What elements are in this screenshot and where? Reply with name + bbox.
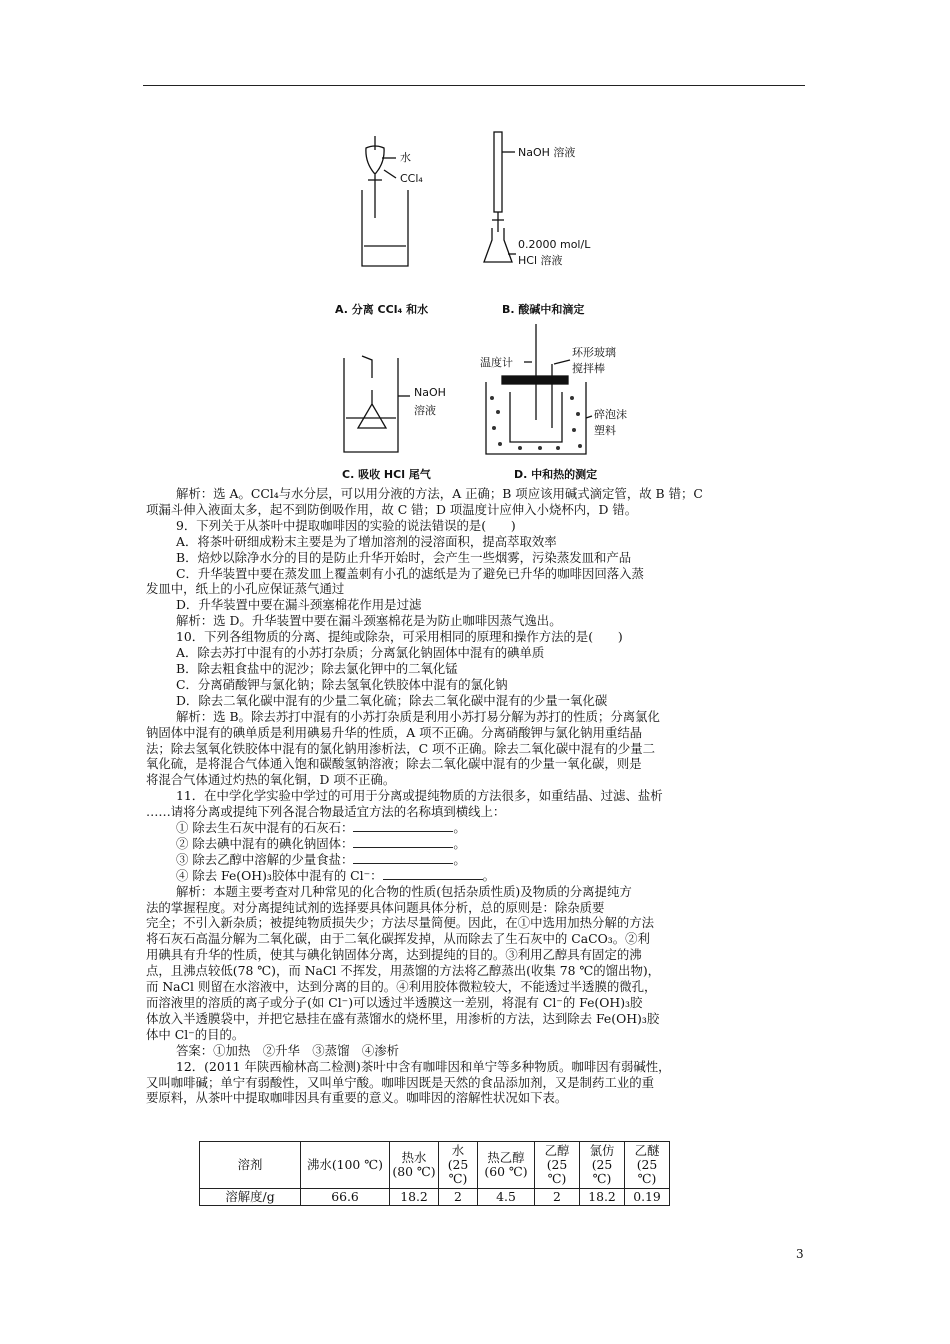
question-9: 9．下列关于从茶叶中提取咖啡因的实验的说法错误的是( ) bbox=[176, 517, 516, 533]
text-line: 项漏斗伸入液面太多，起不到防倒吸作用，故 C 错；D 项温度计应伸入小烧杯内，D 错。 bbox=[146, 501, 638, 517]
fill-item-4: ④ 除去 Fe(OH)₃胶体中混有的 Cl⁻： 。 bbox=[176, 867, 495, 883]
option-c: C．分离硝酸钾与氯化钠；除去氢氧化铁胶体中混有的氯化钠 bbox=[176, 676, 508, 692]
fill-label: ③ 除去乙醇中溶解的少量食盐： bbox=[176, 851, 354, 867]
label-thermometer: 温度计 bbox=[480, 356, 513, 369]
text-line: 氧化硫，是将混合气体通入饱和碳酸氢钠溶液；除去二氧化碳中混有的少量一氧化碳，则是 bbox=[146, 756, 642, 772]
option-a: A．将茶叶研细成粉末主要是为了增加溶剂的浸溶面积，提高萃取效率 bbox=[176, 533, 557, 549]
answer-blank bbox=[383, 868, 483, 880]
question-12: 12．(2011 年陕西榆林高二检测)茶叶中含有咖啡因和单宁等多种物质。咖啡因有弱碱性， bbox=[176, 1058, 671, 1074]
text-line: 解析：选 A。CCl₄与水分层，可以用分液的方法，A 正确；B 项应该用碱式滴定管，故 B 错；C bbox=[176, 486, 703, 501]
text-line: 而溶液里的溶质的离子或分子(如 Cl⁻)可以透过半透膜这一差别，将混有 Cl⁻的 Fe(OH)₃胶 bbox=[146, 995, 643, 1010]
table-header-cell: 乙醇 (25 ℃) bbox=[535, 1142, 580, 1189]
caption-b: B. 酸碱中和滴定 bbox=[502, 303, 585, 316]
table-header-cell: 沸水(100 ℃) bbox=[301, 1142, 390, 1189]
option-d: D．升华装置中要在漏斗颈塞棉花作用是过滤 bbox=[176, 597, 422, 613]
table-cell: 18.2 bbox=[580, 1189, 625, 1206]
table-header-cell: 乙醚 (25 ℃) bbox=[625, 1142, 670, 1189]
text-line: 法的掌握程度。对分离提纯试剂的选择要具体问题具体分析，总的原则是：除杂质要 bbox=[146, 899, 605, 915]
titration-apparatus bbox=[484, 132, 516, 262]
label-naoh-c2: 溶液 bbox=[414, 404, 436, 417]
question-10: 10．下列各组物质的分离、提纯或除杂，可采用相同的原理和操作方法的是( ) bbox=[176, 629, 623, 645]
page-number: 3 bbox=[796, 1247, 804, 1261]
text-line: 点，且沸点较低(78 ℃)，而 NaCl 不挥发，用蒸馏的方法将乙醇蒸出(收集 78 ℃的馏出物)， bbox=[146, 963, 661, 979]
label-naoh-c1: NaOH bbox=[414, 386, 446, 399]
label-stirrer2: 搅拌棒 bbox=[572, 362, 605, 375]
solubility-table bbox=[199, 1141, 670, 1206]
text-line: 发皿中，纸上的小孔应保证蒸气通过 bbox=[146, 581, 345, 597]
document-text bbox=[146, 486, 806, 1106]
option-d: D．除去二氧化碳中混有的少量二氧化硫；除去二氧化碳中混有的少量一氧化碳 bbox=[176, 692, 608, 708]
option-b: B．除去粗食盐中的泥沙；除去氯化钾中的二氧化锰 bbox=[176, 660, 458, 676]
caption-c: C. 吸收 HCl 尾气 bbox=[342, 468, 431, 481]
label-ccl4: CCl₄ bbox=[400, 172, 423, 185]
label-hcl-conc: 0.2000 mol/L bbox=[518, 238, 591, 251]
label-foam2: 塑料 bbox=[594, 424, 616, 437]
fill-item-2: ② 除去碘中混有的碘化钠固体： 。 bbox=[176, 835, 466, 851]
fill-label: ② 除去碘中混有的碘化钠固体： bbox=[176, 835, 354, 851]
answer-blank bbox=[353, 820, 453, 832]
text-line: 用碘具有升华的性质，使其与碘化钠固体分离，达到提纯的目的。③利用乙醇具有固定的沸 bbox=[146, 947, 642, 963]
table-cell: 溶解度/g bbox=[200, 1189, 301, 1206]
table-row bbox=[200, 1189, 670, 1206]
text-line: 解析：选 B。除去苏打中混有的小苏打杂质是利用小苏打易分解为苏打的性质；分离氯化 bbox=[176, 708, 660, 724]
text-line: 解析：本题主要考查对几种常见的化合物的性质(包括杂质性质)及物质的分离提纯方 bbox=[176, 883, 632, 899]
caption-d: D. 中和热的测定 bbox=[514, 468, 598, 481]
table-cell: 2 bbox=[439, 1189, 478, 1206]
option-c: C．升华装置中要在蒸发皿上覆盖刺有小孔的滤纸是为了避免已升华的咖啡因回落入蒸 bbox=[176, 565, 644, 581]
label-foam1: 碎泡沫 bbox=[594, 408, 627, 421]
apparatus-figure bbox=[300, 128, 650, 483]
table-cell: 2 bbox=[535, 1189, 580, 1206]
text-line: 又叫咖啡碱；单宁有弱酸性，又叫单宁酸。咖啡因既是天然的食品添加剂，又是制药工业的重 bbox=[146, 1074, 655, 1090]
table-header-cell: 热乙醇(60 ℃) bbox=[478, 1142, 535, 1189]
text-line: 法；除去氢氧化铁胶体中混有的氯化钠用渗析法，C 项不正确。除去二氧化碳中混有的少量二 bbox=[146, 740, 656, 756]
table-header-cell: 水 (25 ℃) bbox=[439, 1142, 478, 1189]
table-cell: 66.6 bbox=[301, 1189, 390, 1206]
label-naoh: NaOH 溶液 bbox=[518, 146, 576, 159]
option-b: B．焙炒以除净水分的目的是防止升华开始时，会产生一些烟雾，污染蒸发皿和产品 bbox=[176, 549, 632, 565]
label-water: 水 bbox=[400, 151, 411, 164]
answer-line: 答案：①加热 ②升华 ③蒸馏 ④渗析 bbox=[176, 1042, 400, 1058]
fill-item-1: ① 除去生石灰中混有的石灰石： 。 bbox=[176, 820, 466, 836]
text-line: 钠固体中混有的碘单质是利用碘易升华的性质，A 项不正确。分离硝酸钾与氯化钠用重结晶 bbox=[146, 724, 643, 740]
fill-label: ④ 除去 Fe(OH)₃胶体中混有的 Cl⁻： bbox=[176, 867, 383, 883]
text-line: 要原料，从茶叶中提取咖啡因具有重要的意义。咖啡因的溶解性状况如下表。 bbox=[146, 1090, 568, 1106]
text-line: 体放入半透膜袋中，并把它悬挂在盛有蒸馏水的烧杯里，用渗析的方法，达到除去 Fe(OH)₃胶 bbox=[146, 1010, 660, 1026]
fill-item-3: ③ 除去乙醇中溶解的少量食盐： 。 bbox=[176, 851, 466, 867]
text-line: 体中 Cl⁻的目的。 bbox=[146, 1026, 245, 1042]
table-cell: 4.5 bbox=[478, 1189, 535, 1206]
table-header-cell: 热水 (80 ℃) bbox=[390, 1142, 439, 1189]
hcl-absorption-apparatus bbox=[344, 356, 410, 452]
caption-a: A. 分离 CCl₄ 和水 bbox=[335, 303, 429, 316]
answer-blank bbox=[353, 852, 453, 864]
table-cell: 0.19 bbox=[625, 1189, 670, 1206]
fill-label: ① 除去生石灰中混有的石灰石： bbox=[176, 820, 354, 836]
table-header-cell: 氯仿 (25 ℃) bbox=[580, 1142, 625, 1189]
text-line: 将混合气体通过灼热的氧化铜，D 项不正确。 bbox=[146, 772, 396, 788]
label-hcl: HCl 溶液 bbox=[518, 254, 563, 267]
table-cell: 18.2 bbox=[390, 1189, 439, 1206]
answer-blank bbox=[353, 836, 453, 848]
table-header-cell: 溶剂 bbox=[200, 1142, 301, 1189]
text-line: 而 NaCl 则留在水溶液中，达到分离的目的。④利用胶体微粒较大，不能透过半透膜的微孔， bbox=[146, 979, 657, 995]
text-line: ……请将分离或提纯下列各混合物最适宜方法的名称填到横线上： bbox=[146, 804, 506, 820]
calorimeter-apparatus bbox=[486, 324, 592, 454]
option-a: A．除去苏打中混有的小苏打杂质；分离氯化钠固体中混有的碘单质 bbox=[176, 645, 545, 661]
question-11: 11．在中学化学实验中学过的可用于分离或提纯物质的方法很多，如重结晶、过滤、盐析 bbox=[176, 788, 663, 804]
text-line: 完全；不引入新杂质；被提纯物质损失少；方法尽量简便。因此，在①中选用加热分解的方法 bbox=[146, 915, 655, 931]
header-rule bbox=[143, 85, 805, 86]
text-line: 解析：选 D。升华装置中要在漏斗颈塞棉花是为防止咖啡因蒸气逸出。 bbox=[176, 613, 562, 629]
table-header-row bbox=[200, 1142, 670, 1189]
text-line: 将石灰石高温分解为二氧化碳，由于二氧化碳挥发掉，从而除去了生石灰中的 CaCO₃。②利 bbox=[146, 931, 650, 947]
label-stirrer1: 环形玻璃 bbox=[572, 346, 616, 359]
